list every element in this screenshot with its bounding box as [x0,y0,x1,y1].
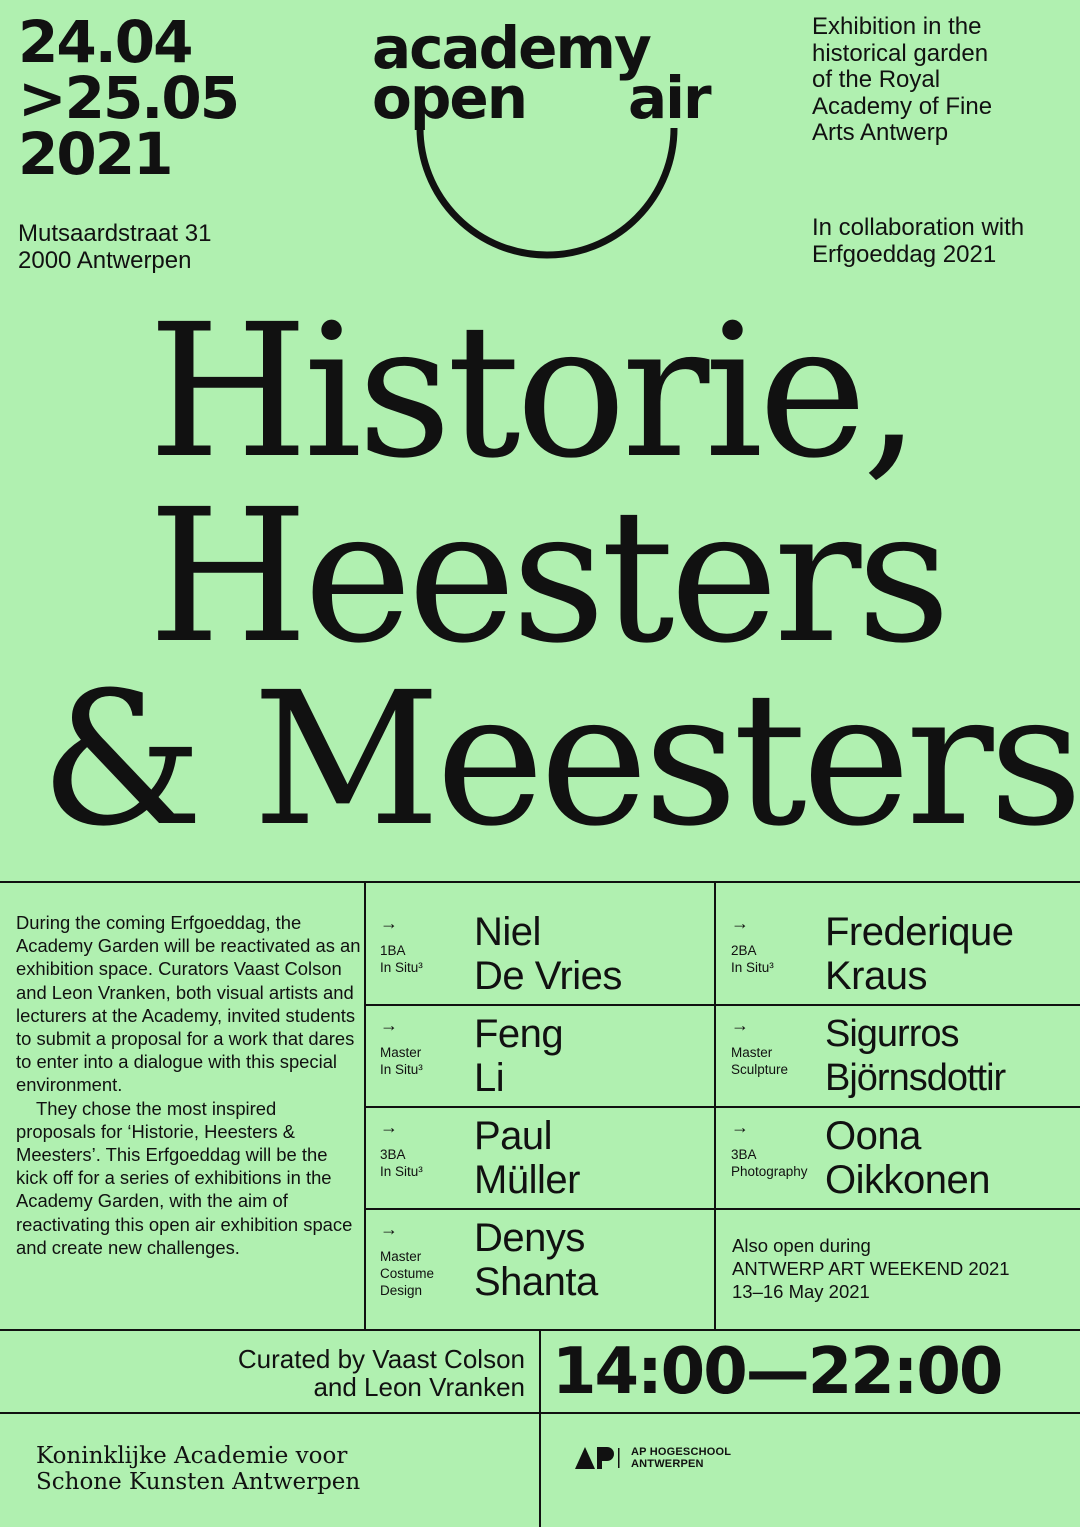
arrow-icon: → [731,1117,749,1137]
artist-name: Frederique Kraus [825,910,1014,998]
artist-name: Sigurros Björnsdottir [825,1013,1006,1099]
year: 2021 [18,120,172,188]
artist-name: Denys Shanta [474,1216,598,1304]
headline-line-2: Heesters [148,470,946,684]
artist-program: 2BA In Situ³ [731,943,774,975]
exhibition-dates [18,8,239,188]
divider [364,1106,1080,1108]
arrow-icon: → [731,913,749,933]
arrow-icon: → [380,913,398,933]
logo-arc-icon [412,128,682,268]
logo-air: air [628,64,710,132]
artist-program: 1BA In Situ³ [380,943,423,975]
logo-open: open [372,64,526,132]
arrow-icon: → [380,1015,398,1035]
address [18,220,211,274]
divider [714,881,716,1330]
artist-name: Oona Oikkonen [825,1114,990,1202]
city: 2000 Antwerpen [18,247,192,274]
divider [0,881,1080,883]
arrow-icon: → [380,1219,398,1239]
artist-name: Niel De Vries [474,910,622,998]
academy-name: Koninklijke Academie voor Schone Kunsten Antwerpen [36,1443,361,1495]
divider [364,1208,1080,1210]
artist-name: Paul Müller [474,1114,580,1202]
artist-program: Master In Situ³ [380,1045,423,1077]
opening-hours: 14:00—22:00 [552,1335,1002,1409]
exhibition-info: Exhibition in the historical garden of the Royal Academy of Fine Arts Antwerp [812,13,993,146]
street: Mutsaardstraat 31 [18,220,212,247]
start-date: 24.04 [18,8,192,76]
intro-text [16,911,361,1259]
artist-program: Master Sculpture [731,1045,789,1077]
ap-hogeschool-label: AP HOGESCHOOL ANTWERPEN [631,1446,732,1470]
artist-program: 3BA In Situ³ [380,1147,423,1179]
artist-name: Feng Li [474,1012,564,1100]
intro-paragraph: During the coming Erfgoeddag, the Academy Garden will be reactivated as an exhibition space. Curators Vaast Colson and Leon Vranken, both visual artists and lecturers at the Academy, invited students to submit a proposal for a work that dares to enter into a dialogue with this special environment. [16,912,361,1096]
end-date: >25.05 [18,64,239,132]
logo-academy: academy [372,14,650,82]
divider [364,881,366,1330]
artist-program: Master Costume Design [380,1249,435,1298]
curators: Curated by Vaast Colson and Leon Vranken [237,1344,525,1402]
also-open-note: Also open during ANTWERP ART WEEKEND 2021 13–16 May 2021 [732,1235,1010,1302]
arrow-icon: → [380,1117,398,1137]
collaboration-note: In collaboration with Erfgoeddag 2021 [812,214,1025,268]
divider [364,1004,1080,1006]
artist-program: 3BA Photography [731,1147,808,1179]
divider [539,1329,541,1527]
ap-logo-icon [575,1446,625,1470]
arrow-icon: → [731,1015,749,1035]
intro-paragraph: They chose the most inspired proposals for ‘Historie, Heesters & Meesters’. This Erfgoeddag will be the kick off for a series of exhibitions in the Academy Garden, with the aim of reactivating this open air exhibition space and create new challenges. [16,1097,353,1258]
headline-line-1: Historie, [148,285,916,499]
headline-line-3: & Meesters [40,653,1079,867]
